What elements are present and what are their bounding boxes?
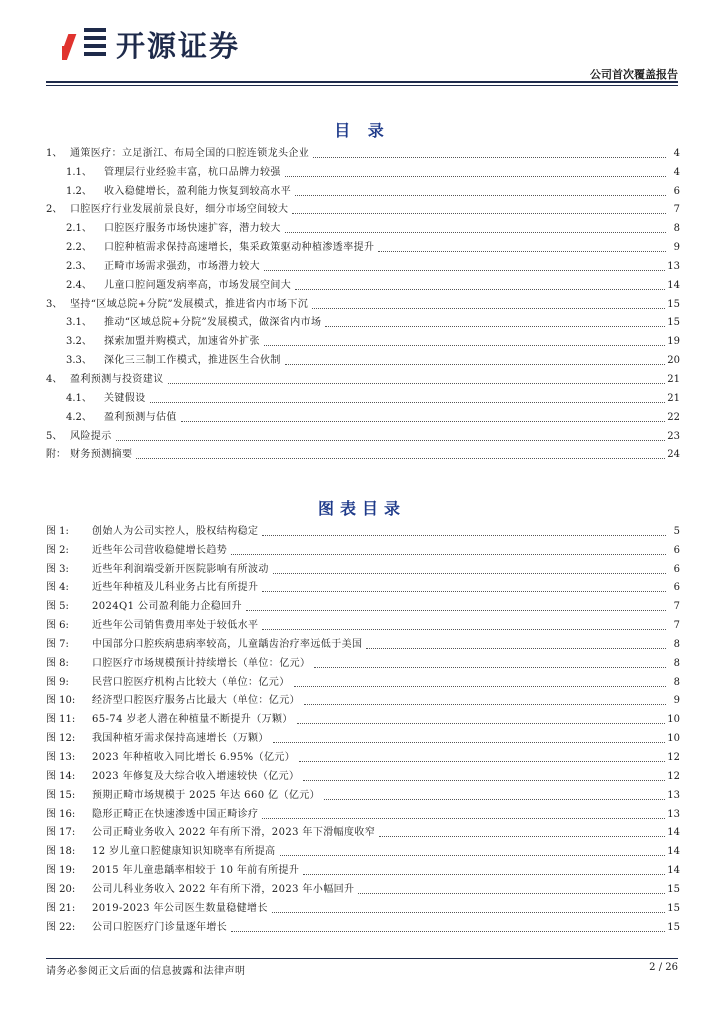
dot-leader xyxy=(285,175,666,177)
entry-number: 1.2、 xyxy=(66,185,92,197)
entry-number: 图 11: xyxy=(46,714,76,726)
entry-title: 推动“区域总院+分院”发展模式，做深省内市场 xyxy=(104,317,322,329)
toc-entry[interactable] xyxy=(46,199,680,218)
toc-title: 目 录 xyxy=(334,121,390,140)
entry-number: 4.2、 xyxy=(66,411,92,423)
dot-leader xyxy=(273,572,666,574)
entry-page: 15 xyxy=(667,921,680,933)
dot-leader xyxy=(303,779,665,781)
entry-page: 10 xyxy=(667,714,680,726)
entry-page: 15 xyxy=(667,902,680,914)
entry-number: 图 14: xyxy=(46,770,76,782)
figure-entry[interactable] xyxy=(46,633,680,652)
entry-number: 图 16: xyxy=(46,808,76,820)
kaiyuan-logo-icon xyxy=(62,24,108,64)
figure-entry[interactable] xyxy=(46,690,680,709)
entry-title: 通策医疗：立足浙江、布局全国的口腔连锁龙头企业 xyxy=(70,147,310,159)
entry-page: 5 xyxy=(673,525,680,537)
entry-page: 10 xyxy=(667,733,680,745)
entry-page: 7 xyxy=(673,620,680,632)
dot-leader xyxy=(314,666,666,668)
toc-entry[interactable] xyxy=(46,180,680,199)
dot-leader xyxy=(297,722,665,724)
entry-title: 盈利预测与估值 xyxy=(104,411,177,423)
entry-title: 深化三三制工作模式，推进医生合伙制 xyxy=(104,355,281,367)
figures-title: 图表目录 xyxy=(317,499,406,518)
entry-title: 近些年种植及儿科业务占比有所提升 xyxy=(92,582,259,594)
entry-page: 6 xyxy=(673,185,680,197)
toc-entry[interactable] xyxy=(46,255,680,274)
figure-entry[interactable] xyxy=(46,803,680,822)
toc-entry[interactable] xyxy=(46,161,680,180)
entry-number: 2、 xyxy=(46,204,63,216)
entry-page: 15 xyxy=(667,317,680,329)
brand-logo xyxy=(62,24,277,64)
entry-title: 公司正畸业务收入 2022 年有所下滑，2023 年下滑幅度收窄 xyxy=(92,827,376,839)
dot-leader xyxy=(379,835,665,837)
figure-entry[interactable] xyxy=(46,727,680,746)
dot-leader xyxy=(273,741,665,743)
entry-title: 财务预测摘要 xyxy=(70,449,133,461)
entry-title: 2024Q1 公司盈利能力企稳回升 xyxy=(92,601,242,613)
entry-page: 8 xyxy=(673,223,680,235)
dot-leader xyxy=(246,609,666,611)
figure-entry[interactable] xyxy=(46,577,680,596)
entry-number: 2.4、 xyxy=(66,279,92,291)
figure-entry[interactable] xyxy=(46,558,680,577)
entry-title: 2023 年种植收入同比增长 6.95%（亿元） xyxy=(92,751,296,763)
entry-title: 口腔种植需求保持高速增长，集采政策驱动种植渗透率提升 xyxy=(104,242,375,254)
entry-number: 图 9: xyxy=(46,676,69,688)
toc-entry[interactable] xyxy=(46,142,680,161)
toc-entry[interactable] xyxy=(46,368,680,387)
entry-page: 24 xyxy=(667,449,680,461)
entry-title: 公司儿科业务收入 2022 年有所下滑，2023 年小幅回升 xyxy=(92,883,355,895)
dot-leader xyxy=(324,798,665,800)
entry-title: 隐形正畸正在快速渗透中国正畸诊疗 xyxy=(92,808,259,820)
entry-page: 4 xyxy=(673,147,680,159)
entry-title: 12 岁儿童口腔健康知识知晓率有所提高 xyxy=(92,846,276,858)
entry-page: 14 xyxy=(667,846,680,858)
toc-entry[interactable] xyxy=(46,425,680,444)
figures-list xyxy=(46,520,680,935)
entry-title: 风险提示 xyxy=(70,430,112,442)
toc-entry[interactable] xyxy=(46,236,680,255)
toc-entry[interactable] xyxy=(46,406,680,425)
entry-title: 口腔医疗行业发展前景良好，细分市场空间较大 xyxy=(70,204,289,216)
dot-leader xyxy=(313,156,666,158)
dot-leader xyxy=(299,760,665,762)
entry-title: 我国种植牙需求保持高速增长（万颗） xyxy=(92,733,269,745)
entry-number: 3、 xyxy=(46,298,63,310)
entry-page: 8 xyxy=(673,638,680,650)
dot-leader xyxy=(231,930,665,932)
entry-title: 盈利预测与投资建议 xyxy=(70,373,164,385)
entry-number: 图 12: xyxy=(46,733,76,745)
figure-entry[interactable] xyxy=(46,878,680,897)
entry-number: 图 15: xyxy=(46,789,76,801)
dot-leader xyxy=(294,685,666,687)
entry-number: 图 6: xyxy=(46,620,69,632)
entry-number: 附： xyxy=(46,449,66,461)
entry-page: 8 xyxy=(673,676,680,688)
entry-number: 图 5: xyxy=(46,601,69,613)
figure-entry[interactable] xyxy=(46,765,680,784)
figure-entry[interactable] xyxy=(46,520,680,539)
entry-page: 21 xyxy=(667,392,680,404)
entry-title: 公司口腔医疗门诊量逐年增长 xyxy=(92,921,228,933)
toc-entry[interactable] xyxy=(46,217,680,236)
entry-title: 创始人为公司实控人，股权结构稳定 xyxy=(92,525,259,537)
toc-list xyxy=(46,142,680,462)
entry-title: 探索加盟并购模式，加速省外扩张 xyxy=(104,336,260,348)
dot-leader xyxy=(295,194,666,196)
entry-page: 12 xyxy=(667,770,680,782)
header-rule xyxy=(46,81,678,83)
entry-number: 5、 xyxy=(46,430,63,442)
entry-title: 收入稳健增长，盈利能力恢复到较高水平 xyxy=(104,185,292,197)
figure-entry[interactable] xyxy=(46,840,680,859)
entry-number: 1.1、 xyxy=(66,166,92,178)
dot-leader xyxy=(292,212,666,214)
toc-entry[interactable] xyxy=(46,349,680,368)
entry-number: 3.3、 xyxy=(66,355,92,367)
entry-title: 口腔医疗市场规模预计持续增长（单位：亿元） xyxy=(92,657,311,669)
dot-leader xyxy=(272,911,665,913)
entry-number: 图 19: xyxy=(46,865,76,877)
entry-title: 65-74 岁老人潜在种植量不断提升（万颗） xyxy=(92,714,293,726)
dot-leader xyxy=(262,534,666,536)
toc-entry[interactable] xyxy=(46,312,680,331)
toc-entry[interactable] xyxy=(46,444,680,463)
entry-page: 8 xyxy=(673,657,680,669)
entry-page: 13 xyxy=(667,808,680,820)
entry-number: 2.3、 xyxy=(66,260,92,272)
dot-leader xyxy=(285,231,666,233)
figure-entry[interactable] xyxy=(46,746,680,765)
footer-rule xyxy=(46,958,678,959)
entry-number: 2.2、 xyxy=(66,242,92,254)
dot-leader xyxy=(358,892,665,894)
entry-number: 图 13: xyxy=(46,751,76,763)
entry-number: 图 3: xyxy=(46,563,69,575)
dot-leader xyxy=(295,288,665,290)
entry-title: 2015 年儿童患龋率相较于 10 年前有所提升 xyxy=(92,865,300,877)
figure-entry[interactable] xyxy=(46,859,680,878)
dot-leader xyxy=(312,307,665,309)
page-header xyxy=(0,0,724,92)
dot-leader xyxy=(304,703,666,705)
entry-title: 经济型口腔医疗服务占比最大（单位：亿元） xyxy=(92,695,300,707)
figure-entry[interactable] xyxy=(46,614,680,633)
dot-leader xyxy=(285,363,665,365)
dot-leader xyxy=(264,344,665,346)
entry-page: 7 xyxy=(673,204,680,216)
entry-title: 儿童口腔问题发病率高，市场发展空间大 xyxy=(104,279,292,291)
entry-number: 图 10: xyxy=(46,695,76,707)
entry-title: 中国部分口腔疾病患病率较高，儿童龋齿治疗率远低于美国 xyxy=(92,638,363,650)
entry-number: 图 17: xyxy=(46,827,76,839)
figure-entry[interactable] xyxy=(46,897,680,916)
footer-disclaimer: 请务必参阅正文后面的信息披露和法律声明 xyxy=(46,966,246,977)
entry-number: 4.1、 xyxy=(66,392,92,404)
page-number: 2 / 26 xyxy=(649,962,678,973)
entry-title: 近些年公司销售费用率处于较低水平 xyxy=(92,620,259,632)
figure-entry[interactable] xyxy=(46,652,680,671)
entry-title: 近些年利润端受新开医院影响有所波动 xyxy=(92,563,269,575)
figure-entry[interactable] xyxy=(46,822,680,841)
entry-number: 图 1: xyxy=(46,525,69,537)
entry-title: 管理层行业经验丰富，杭口品牌力较强 xyxy=(104,166,281,178)
entry-page: 6 xyxy=(673,563,680,575)
entry-page: 23 xyxy=(667,430,680,442)
entry-number: 图 7: xyxy=(46,638,69,650)
dot-leader xyxy=(264,269,665,271)
entry-page: 14 xyxy=(667,865,680,877)
entry-number: 3.1、 xyxy=(66,317,92,329)
dot-leader xyxy=(168,382,666,384)
dot-leader xyxy=(262,590,666,592)
toc-entry[interactable] xyxy=(46,387,680,406)
toc-entry[interactable] xyxy=(46,293,680,312)
entry-number: 图 4: xyxy=(46,582,69,594)
dot-leader xyxy=(280,854,666,856)
toc-entry[interactable] xyxy=(46,330,680,349)
figure-entry[interactable] xyxy=(46,539,680,558)
dot-leader xyxy=(136,457,665,459)
report-type: 公司首次覆盖报告 xyxy=(590,68,678,81)
entry-title: 坚持“区域总院+分院”发展模式，推进省内市场下沉 xyxy=(70,298,309,310)
figure-entry[interactable] xyxy=(46,671,680,690)
entry-title: 口腔医疗服务市场快速扩容，潜力较大 xyxy=(104,223,281,235)
entry-page: 14 xyxy=(667,279,680,291)
entry-number: 图 18: xyxy=(46,846,76,858)
entry-page: 13 xyxy=(667,260,680,272)
entry-page: 4 xyxy=(673,166,680,178)
entry-title: 2019-2023 年公司医生数量稳健增长 xyxy=(92,902,268,914)
entry-title: 民营口腔医疗机构占比较大（单位：亿元） xyxy=(92,676,290,688)
entry-number: 2.1、 xyxy=(66,223,92,235)
dot-leader xyxy=(262,628,666,630)
entry-number: 图 8: xyxy=(46,657,69,669)
dot-leader xyxy=(262,817,665,819)
entry-number: 图 20: xyxy=(46,883,76,895)
entry-page: 22 xyxy=(667,411,680,423)
entry-title: 正畸市场需求强劲，市场潜力较大 xyxy=(104,260,260,272)
entry-page: 12 xyxy=(667,751,680,763)
entry-title: 预期正畸市场规模于 2025 年达 660 亿（亿元） xyxy=(92,789,321,801)
entry-number: 图 2: xyxy=(46,544,69,556)
entry-number: 4、 xyxy=(46,373,63,385)
entry-page: 15 xyxy=(667,298,680,310)
dot-leader xyxy=(181,420,665,422)
dot-leader xyxy=(231,553,666,555)
dot-leader xyxy=(325,325,665,327)
entry-page: 7 xyxy=(673,601,680,613)
figure-entry[interactable] xyxy=(46,784,680,803)
entry-page: 6 xyxy=(673,544,680,556)
brand-name: 开源证券 xyxy=(116,28,241,63)
entry-title: 关键假设 xyxy=(104,392,146,404)
entry-page: 13 xyxy=(667,789,680,801)
entry-number: 图 22: xyxy=(46,921,76,933)
entry-page: 14 xyxy=(667,827,680,839)
dot-leader xyxy=(150,401,666,403)
figure-entry[interactable] xyxy=(46,708,680,727)
dot-leader xyxy=(366,647,666,649)
header-rule-thin xyxy=(46,85,678,86)
entry-page: 21 xyxy=(667,373,680,385)
entry-number: 图 21: xyxy=(46,902,76,914)
entry-page: 9 xyxy=(673,242,680,254)
entry-page: 9 xyxy=(673,695,680,707)
entry-title: 2023 年修复及大综合收入增速较快（亿元） xyxy=(92,770,300,782)
toc-entry[interactable] xyxy=(46,274,680,293)
entry-title: 近些年公司营收稳健增长趋势 xyxy=(92,544,228,556)
entry-page: 19 xyxy=(667,336,680,348)
dot-leader xyxy=(116,439,666,441)
dot-leader xyxy=(378,250,666,252)
entry-number: 1、 xyxy=(46,147,63,159)
entry-page: 6 xyxy=(673,582,680,594)
entry-number: 3.2、 xyxy=(66,336,92,348)
entry-page: 20 xyxy=(667,355,680,367)
entry-page: 15 xyxy=(667,883,680,895)
dot-leader xyxy=(303,873,665,875)
figure-entry[interactable] xyxy=(46,595,680,614)
figure-entry[interactable] xyxy=(46,916,680,935)
